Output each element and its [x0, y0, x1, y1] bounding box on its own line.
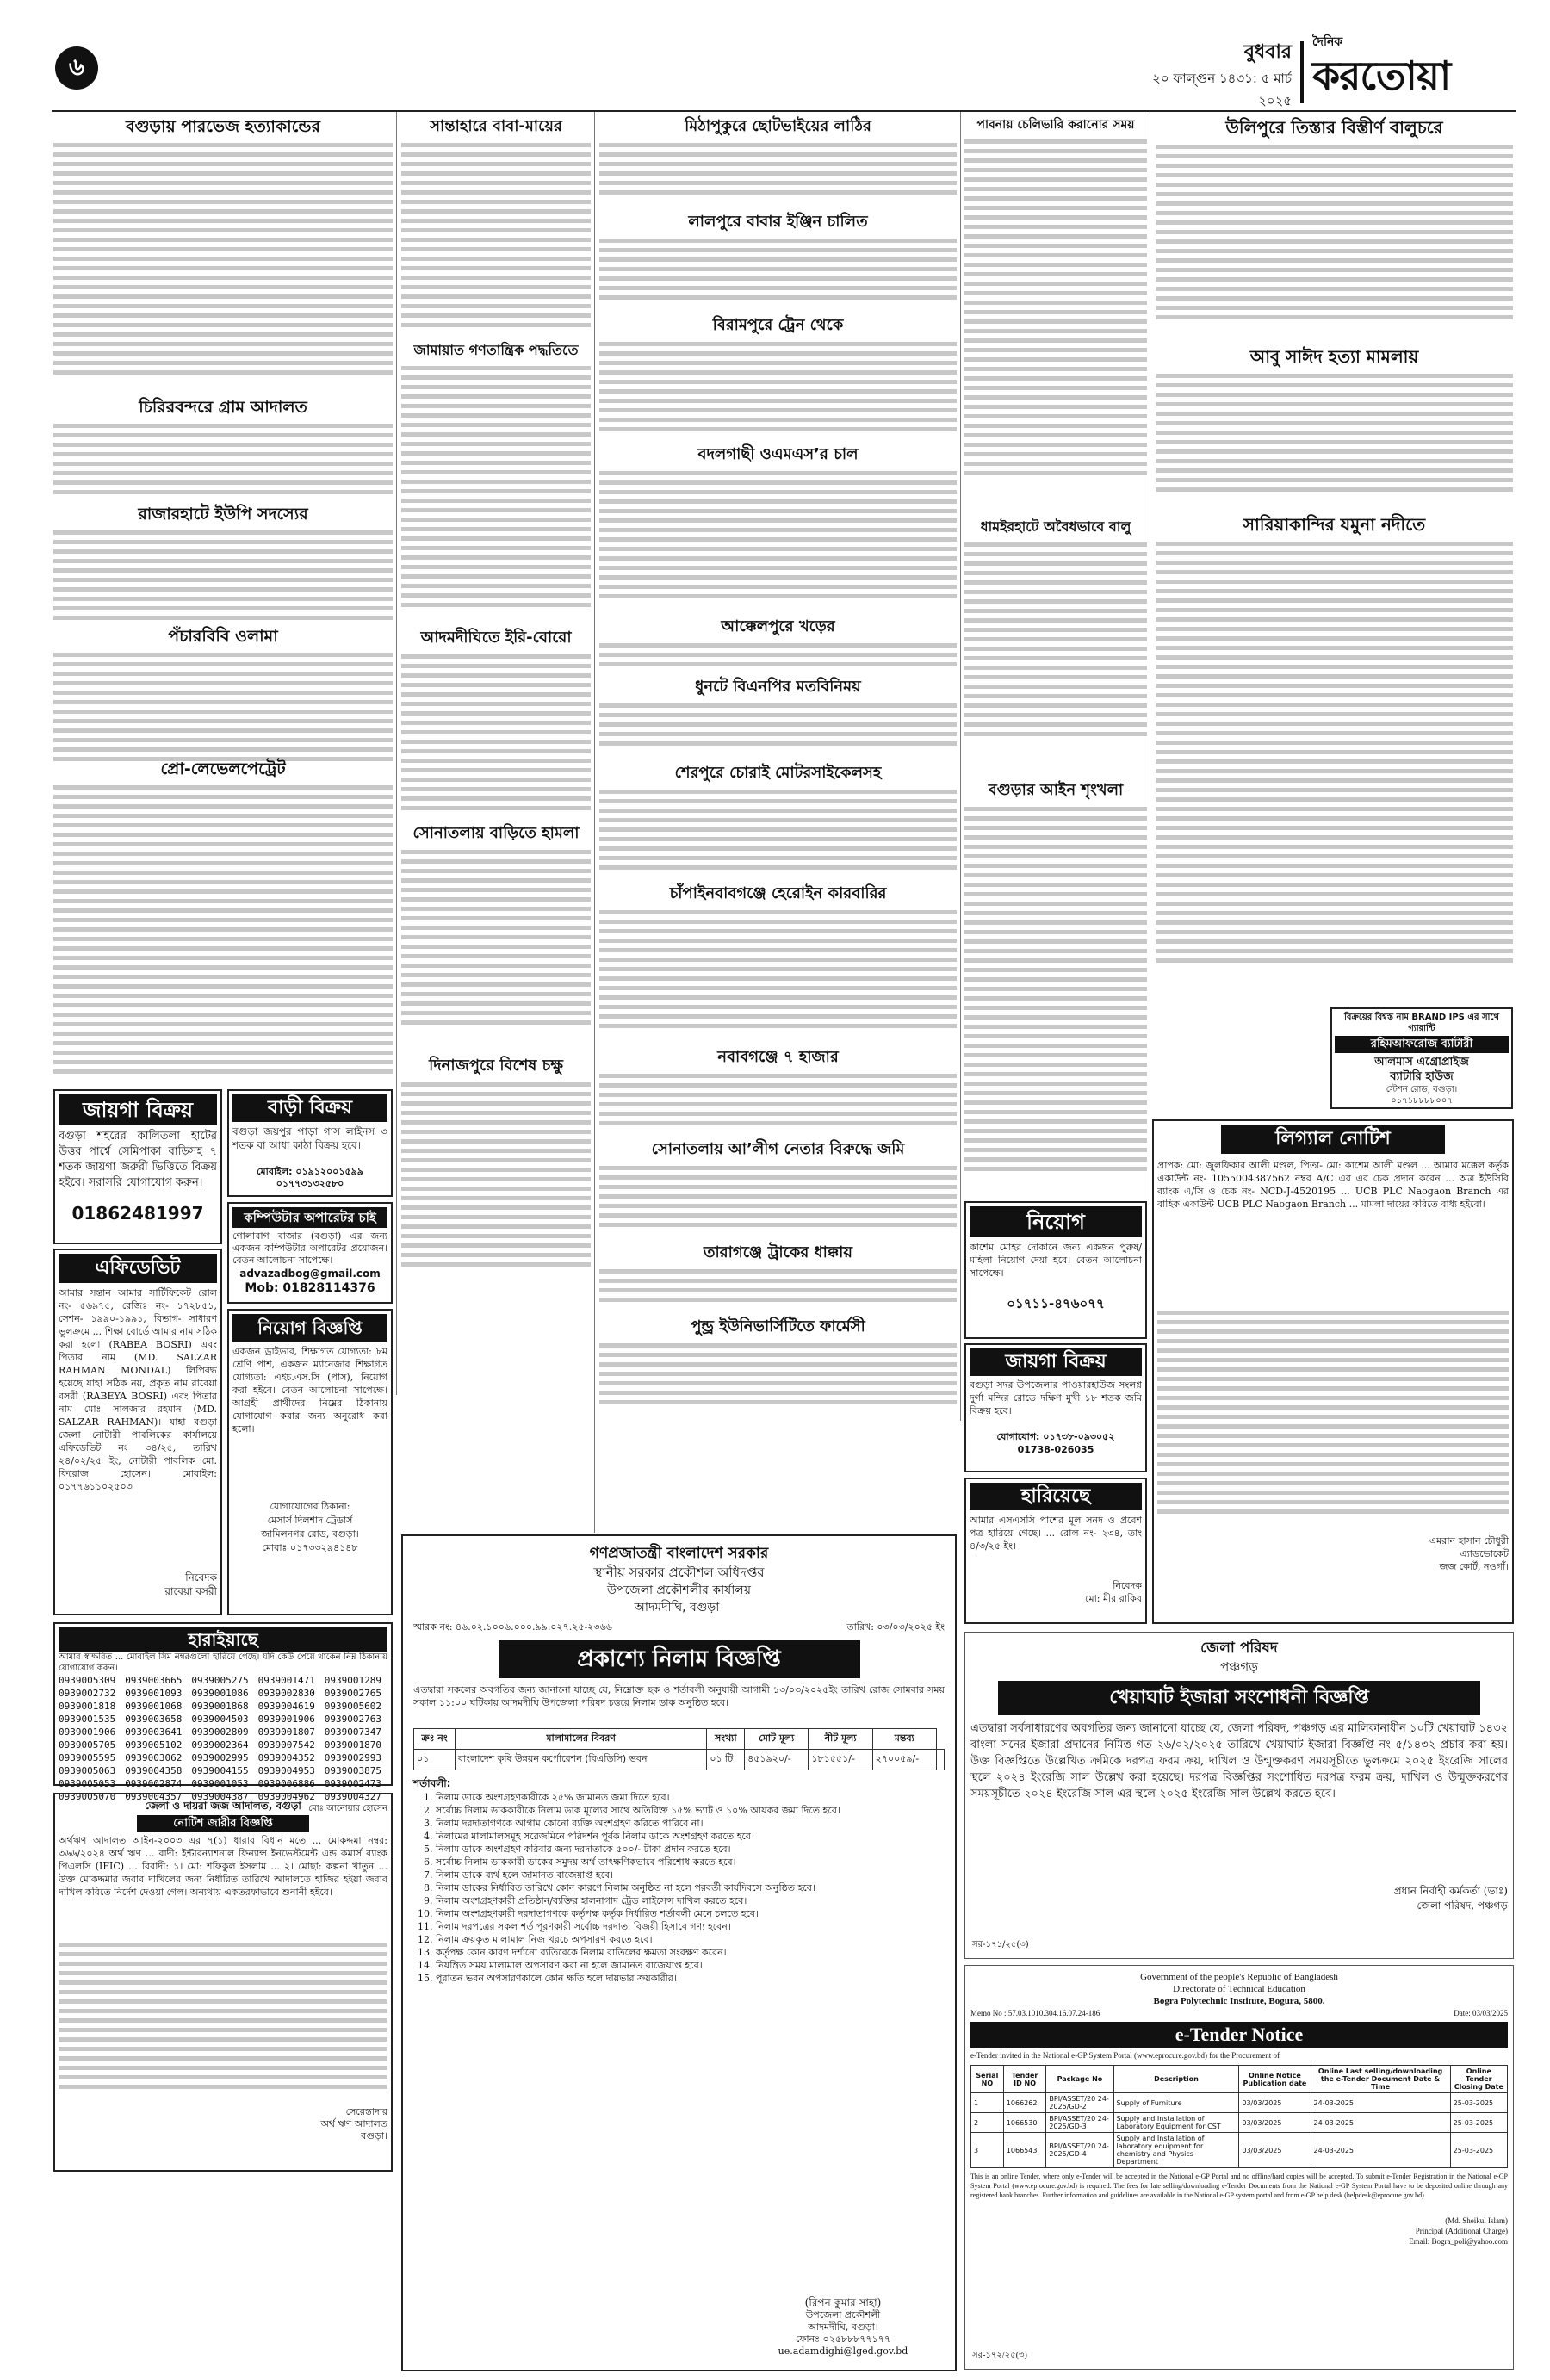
zila-parishad-notice	[964, 1632, 1514, 1959]
table-row	[971, 2093, 1508, 2113]
signature-title: উপজেলা প্রকৌশলী আদমদীঘি, বগুড়া। ফোনঃ ০২৫৮৮৮৭৭১৭৭ ue.adamdighi@lged.gov.bd	[778, 2309, 908, 2357]
article-nawabganj	[599, 1046, 957, 1143]
table-row	[971, 2113, 1508, 2133]
lost-number: 0939005275	[191, 1675, 249, 1686]
ad-title: হারাইয়াছে	[59, 1627, 388, 1652]
article-badalgachhi	[599, 443, 957, 617]
article-pabna	[964, 115, 1147, 518]
headline: পুন্ড্র ইউনিভার্সিটিতে ফার্মেসী	[691, 1317, 865, 1336]
notice-title: নোটিশ জারীর বিজ্ঞপ্তি	[137, 1815, 309, 1832]
table-header-cell: নীট মূল্য	[809, 1729, 872, 1750]
lost-number: 0939005602	[324, 1701, 382, 1712]
notice-intro: e-Tender invited in the National e-GP System Portal (www.eprocure.gov.bd) for the Procurement of	[970, 2051, 1280, 2060]
ad-phone: ০১৭১১-৪৭৬০৭৭	[1007, 1296, 1105, 1311]
lost-number: 0939003665	[125, 1675, 183, 1686]
header-3: Bogra Polytechnic Institute, Bogura, 5800.	[1153, 1996, 1325, 2006]
term-item: 10. নিলাম অংশগ্রহণকারী দরদাতাগণকে কর্তৃপক্ষ কর্তৃক নির্ধারিত শর্তাবলী মেনে চলতে হবে।	[436, 1907, 945, 1920]
ad-mobile: Mob: 01828114376	[245, 1281, 375, 1295]
headline: তারাগঞ্জে ট্রাকের ধাক্কায়	[704, 1243, 852, 1261]
lost-number: 0939001868	[191, 1701, 249, 1712]
memo-date: Date: 03/03/2025	[1454, 2009, 1508, 2017]
table-cell: 1	[971, 2093, 1004, 2113]
notice-intro: এতদ্বারা সকলের অবগতির জন্য জানানো যাচ্ছে যে, নিম্নোক্ত ছক ও শর্তাবলী অনুযায়ী আগামী ১৩/০৩/২০২৫ইং তারিখ রোজ সোমবার সময় সকাল ১১:০০ ঘটিকায় আদমদীঘি উপজেলা পরিষদ চত্তরে নিলাম ডাক অনুষ্ঠিত হবে।	[413, 1684, 945, 1708]
headline: বিরামপুরে ট্রেন থেকে	[712, 316, 844, 334]
notice-ref: সর-১৭২/২৫(৩)	[972, 2351, 1027, 2360]
headline: প্রো-লেভেলপেট্রেট	[160, 759, 286, 778]
table-cell: Supply and Installation of Laboratory Equipment for CST	[1113, 2113, 1239, 2133]
lost-number: 0939007542	[257, 1739, 315, 1751]
lost-number: 0939002765	[324, 1688, 382, 1699]
ad-title: রহিমআফরোজ ব্যাটারী	[1335, 1036, 1509, 1053]
notice-title: লিগ্যাল নোটিশ	[1221, 1125, 1445, 1154]
notice-body: অর্থঋণ আদালত আইন-২০০৩ এর ৭(১) ধারার বিধান মতে ... মোকদ্দমা নম্বর: ৩৬৬/২০২৪ অর্থ ঋণ ... বাদী: ইন্টারন্যাশনাল ফিন্যান্স ইনভেস্টমেন্ট এন্ড কমার্স ব্যাংক পিএলসি (IFIC) ... বিবাদী: ১। মো: শফিকুল ইসলাম ... ২। মোছা: কল্পনা খাতুন ... উক্ত মোকদ্দমার জবাব দাখিলের জন্য নির্ধারিত তারিখে আদালতে হাজির হইয়া জবাব দাখিল করিতে নির্দেশ দেওয়া গেল। অন্যথায় একতরফাভাবে শুনানী হইবে।	[59, 1835, 388, 1898]
ad-land-sale	[53, 1089, 222, 1244]
ad-body: গোলাবাগ বাজার (বগুড়া) এর জন্য একজন কম্পিউটার অপারেটর প্রয়োজন। বেতন আলোচনা সাপেক্ষে।	[232, 1230, 388, 1266]
table-cell: 1066530	[1003, 2113, 1046, 2133]
table-header-cell: Tender ID NO	[1003, 2066, 1046, 2093]
lost-number: 0939001086	[191, 1688, 249, 1699]
lost-number: 0939001818	[59, 1701, 116, 1712]
table-cell: বাংলাদেশ কৃষি উন্নয়ন কর্পোরেশন (বিএডিসি) ভবন	[456, 1750, 707, 1770]
ad-body: আমার স্বাক্ষরিত ... মোবাইল সিম নম্বরগুলো হারিয়ে গেছে। যদি কেউ পেয়ে থাকেন নিম্ন ঠিকানায় যোগাযোগ করুন।	[59, 1652, 388, 1673]
ad-title: জায়গা বিক্রয়	[970, 1348, 1142, 1376]
masthead-date-block	[1145, 38, 1292, 107]
table-cell: ০১ টি	[707, 1750, 745, 1770]
article-sariakandi	[1156, 512, 1513, 1024]
article-lalpur	[599, 211, 957, 316]
headline: জামায়াত গণতান্ত্রিক পদ্ধতিতে	[413, 342, 579, 358]
notice-title: প্রকাশ্যে নিলাম বিজ্ঞপ্তি	[499, 1640, 860, 1678]
terms-title: শর্তাবলী:	[413, 1777, 451, 1789]
headline: বদলগাছী ওএমএস’র চাল	[698, 445, 859, 463]
table-cell: Supply and Installation of laboratory equipment for chemistry and Physics Department	[1113, 2133, 1239, 2168]
table-header-cell: Online Tender Closing Date	[1450, 2066, 1507, 2093]
table-cell: 25-03-2025	[1450, 2133, 1507, 2168]
lost-number: 0939002993	[324, 1752, 382, 1763]
table-cell: 25-03-2025	[1450, 2093, 1507, 2113]
term-item: 2. সর্বোচ্চ নিলাম ডাককারীকে নিলাম ডাক মূল্যের সাথে অতিরিক্ত ১৫% ভ্যাট ও ১০% আয়কর জমা দিতে হবে।	[436, 1804, 945, 1817]
ad-title: নিয়োগ বিজ্ঞপ্তি	[232, 1314, 388, 1342]
logo-title: করতোয়া	[1312, 53, 1451, 99]
table-cell: 24-03-2025	[1311, 2133, 1450, 2168]
article-dhamoirhat	[964, 517, 1147, 766]
notice-header-2: স্থানীয় সরকার প্রকৌশল অধিদপ্তর	[593, 1565, 765, 1580]
headline: পঁচারবিবি ওলামা	[168, 627, 278, 646]
lost-number: 0939004155	[191, 1765, 249, 1776]
ad-body: একজন ড্রাইভার, শিক্ষাগত যোগ্যতা: ৮ম শ্রেণি পাশ, একজন ম্যানেজার শিক্ষাগত যোগ্যতা: এইচ.এস.সি (পাস), নিয়োগ করা হইবে। বেতন আলোচনা সাপেক্ষে। আগ্রহী প্রার্থীদের নিম্নের ঠিকানায় যোগাযোগ করার জন্য অনুরোধ করা হলো।	[232, 1346, 388, 1435]
lost-number: 0939001870	[324, 1739, 382, 1751]
notice-body: এতদ্বারা সর্বসাধারণের অবগতির জন্য জানানো যাচ্ছে যে, জেলা পরিষদ, পঞ্চগড় এর মালিকানাধীন ১০টি খেয়াঘাট ১৪৩২ বাংলা সনের ইজারা প্রদানের নিমিত্ত গত ২৬/০২/২০২৫ তারিখে খেয়াঘাট ইজারা বিজ্ঞপ্তি নং ৫/১৪৩২ প্রচার করা হয়। উক্ত বিজ্ঞপ্তিতে উল্লেখিত ক্রমিকে দরপত্র ফরম ক্রয়, দাখিল ও উন্মুক্তকরণ সময়সূচীতে ভুলক্রমে ২০২৫ ইংরেজি সালের স্থলে ২০২৪ ইংরেজি সাল উল্লেখ করা হয়েছে। দরপত্র বিজ্ঞপ্তির সংশোধিত দরপত্র ফরম ক্রয়, দাখিল ও উন্মুক্তকরণের সময়সূচীতে ২০২৪ ইংরেজি সাল এর স্থলে ২০২৫ ইংরেজি সাল উল্লেখ করতে হবে।	[970, 1722, 1508, 1800]
ad-title: হারিয়েছে	[970, 1483, 1142, 1510]
memo-number: Memo No : 57.03.1010.304.16.07.24-186	[970, 2009, 1100, 2017]
table-cell: 24-03-2025	[1311, 2113, 1450, 2133]
article-jamaat	[401, 340, 591, 641]
table-cell: 03/03/2025	[1239, 2133, 1311, 2168]
ad-signature: নিবেদক রাবেয়া বসরী	[164, 1571, 217, 1597]
ad-battery	[1330, 1007, 1513, 1109]
tender-table	[970, 2065, 1508, 2168]
table-cell: ০১	[414, 1750, 456, 1770]
lost-number: 0939005070	[59, 1791, 116, 1802]
legal-notice	[1152, 1119, 1514, 1624]
ad-body: বগুড়া সদর উপজেলার পাওয়ারহাউজ সংলগ্ন দুর্গা মন্দির রোডে দক্ষিণ মুখী ১৮ শতক জমি বিক্রয় হবে।	[970, 1379, 1142, 1416]
lost-number: 0939004327	[324, 1791, 382, 1802]
ad-title: কম্পিউটার অপারেটর চাই	[232, 1207, 388, 1228]
ad-title: জায়গা বিক্রয়	[59, 1094, 217, 1125]
term-item: 8. নিলাম ডাকের নির্ধারিত তারিখে কোন কারণে নিলাম অনুষ্ঠিত না হলে পরবর্তী কার্যদিবসে অনুষ্ঠিত হবে।	[436, 1881, 945, 1894]
term-item: 3. নিলাম দরদাতাগণকে আগাম কোনো ব্যক্তি অংশগ্রহণ করিতে পারিবে না।	[436, 1817, 945, 1830]
lost-number: 0939002809	[191, 1726, 249, 1738]
table-header-cell: মোট মূল্য	[745, 1729, 809, 1750]
ad-signature: মোঃ আনোয়ার হোসেন	[308, 1804, 388, 1813]
column-rule	[960, 112, 961, 1421]
article-chiribandar	[53, 396, 393, 510]
header-2: Directorate of Technical Education	[1173, 1984, 1305, 1994]
article-chapai-heroin	[599, 883, 957, 1048]
headline: লালপুরে বাবার ইঞ্জিন চালিত	[688, 213, 868, 231]
headline: শেরপুরে চোরাই মোটরসাইকেলসহ	[674, 764, 882, 782]
headline: রাজারহাটে ইউপি সদস্যের	[138, 505, 308, 524]
notice-header-4: আদমদীঘি, বগুড়া।	[634, 1601, 724, 1615]
lost-number: 0939002763	[324, 1714, 382, 1725]
lost-number: 0939002732	[59, 1688, 116, 1699]
table-cell: Supply of Furniture	[1113, 2093, 1239, 2113]
lost-number: 0939004503	[191, 1714, 249, 1725]
headline: বগুড়ায় পারভেজ হত্যাকান্ডের	[126, 117, 320, 136]
e-tender-notice	[964, 1965, 1514, 2370]
term-item: 7. নিলাম ডাকে ব্যর্থ হলে জামানত বাজেয়াপ্ত হবে।	[436, 1869, 945, 1881]
lost-number: 0939001535	[59, 1714, 116, 1725]
lost-number: 0939005102	[125, 1739, 183, 1751]
column-rule	[594, 112, 595, 1533]
notice-header-1: জেলা পরিষদ	[1200, 1639, 1278, 1657]
article-dinajpur-eye	[401, 1055, 591, 1298]
article-sherpur	[599, 762, 957, 884]
table-header-cell: Online Last selling/downloading the e-Tender Document Date & Time	[1311, 2066, 1450, 2093]
terms-list	[413, 1791, 945, 1985]
lost-number: 0939005595	[59, 1752, 116, 1763]
logo-prefix: দৈনিক	[1312, 35, 1343, 49]
article-mithapukur	[599, 115, 957, 212]
table-cell: 24-03-2025	[1311, 2093, 1450, 2113]
article-sonatola-attack	[401, 822, 591, 1057]
newspaper-logo	[1312, 34, 1510, 107]
table-header-cell: সংখ্যা	[707, 1729, 745, 1750]
table-cell: BPI/ASSET/20 24-2025/GD-2	[1046, 2093, 1113, 2113]
headline: আদমদীঘিতে ইরি-বোরো	[420, 629, 572, 647]
signature-name: (রিপন কুমার সাহা)	[804, 2296, 882, 2309]
table-row	[971, 2133, 1508, 2168]
date-label: ২০ ফাল্গুন ১৪৩১: ৫ মার্চ ২০২৫	[1152, 71, 1292, 108]
notice-header-1: গণপ্রজাতন্ত্রী বাংলাদেশ সরকার	[589, 1545, 769, 1562]
ad-contact: যোগাযোগের ঠিকানা: মেসার্স দিলশাদ ট্রেডার্স জামিলনগর রোড, বগুড়া। মোবাঃ ০১৭৩৩২৯৪১৪৮	[261, 1501, 359, 1553]
notice-signature: সেরেস্তাদার অর্থ ঋণ আদালত বগুড়া।	[320, 2106, 388, 2141]
lost-number: 0939004962	[257, 1791, 315, 1802]
headline: বগুড়ার আইন শৃংখলা	[988, 781, 1124, 799]
notice-signature: প্রধান নির্বাহী কর্মকর্তা (ভাঃ) জেলা পরিষদ, পঞ্চগড়	[1393, 1885, 1508, 1912]
notice-signature: এমরান হাসান চৌধুরী এ্যাডভোকেট জজ কোর্ট, নওগাঁ।	[1429, 1535, 1509, 1572]
page-number: ৬	[68, 52, 85, 81]
term-item: 1. নিলাম ডাকে অংশগ্রহণকারীকে ২৫% জামানত জমা দিতে হবে।	[436, 1791, 945, 1804]
ad-body: বগুড়া শহরের কালিতলা হাটের উত্তর পার্শ্বে সেমিপাকা বাড়িসহ ৭ শতক জায়গা জরুরী ভিত্তিতে বিক্রয় হইবে। সরাসরি যোগাযোগ করুন।	[59, 1130, 217, 1189]
term-item: 6. সর্বোচ্চ নিলাম ডাককারী ডাকের সমুদয় অর্থ তাৎক্ষণিকভাবে পরিশোধ করতে হবে।	[436, 1856, 945, 1869]
table-header-cell: মন্তব্য	[872, 1729, 936, 1750]
auction-table	[413, 1728, 945, 1770]
headline: চিরিরবন্দরে গ্রাম আদালত	[139, 398, 307, 417]
article-pro-level	[53, 758, 393, 1113]
article-abu-sayeed	[1156, 344, 1513, 511]
ad-phone-2: ০১৭৭৩১৩২৫৮০	[276, 1178, 344, 1189]
notice-signature: (Md. Sheikul Islam) Principal (Additional Charge) Email: Bogra_poli@yahoo.com	[1409, 2216, 1508, 2246]
article-taraganj	[599, 1242, 957, 1317]
table-cell: 3	[971, 2133, 1004, 2168]
table-header-cell: মালামালের বিবরণ	[456, 1729, 707, 1750]
lost-number: 0939002995	[191, 1752, 249, 1763]
term-item: 4. নিলামের মালামালসমূহ সরেজমিনে পরিদর্শন পূর্বক নিলাম ডাকে অংশগ্রহণ করতে হবে।	[436, 1830, 945, 1843]
article-birampur	[599, 314, 957, 445]
lost-number: 0939004358	[125, 1765, 183, 1776]
headline: সোনাতলায় বাড়িতে হামলা	[412, 824, 580, 842]
lost-number: 0939002874	[125, 1778, 183, 1789]
article-bogura-law	[964, 779, 1147, 1220]
lost-number: 0939004953	[257, 1765, 315, 1776]
ad-computer-operator	[227, 1202, 393, 1304]
ad-shop: আলমাস এগ্রোপ্রাইজ ব্যাটারি হাউজ	[1374, 1056, 1469, 1083]
ad-header: বিক্রয়ের বিশ্বস্ত নাম BRAND IPS এর সাথে গ্যারান্টি	[1344, 1013, 1499, 1033]
article-santahar	[401, 115, 591, 350]
table-cell: BPI/ASSET/20 24-2025/GD-4	[1046, 2133, 1113, 2168]
day-label: বুধবার	[1243, 41, 1292, 63]
ad-body: কাশেম মোহর দোকানে জন্য একজন পুরুষ/মহিলা নিয়োগ দেয়া হবে। বেতন আলোচনা সাপেক্ষে।	[970, 1242, 1142, 1279]
notice-header-2: পঞ্চগড়	[1220, 1659, 1258, 1675]
lost-number: 0939004357	[125, 1791, 183, 1802]
notice-title: খেয়াঘাট ইজারা সংশোধনী বিজ্ঞপ্তি	[998, 1681, 1480, 1715]
headline: চাঁপাইনবাবগঞ্জে হেরোইন কারবারির	[669, 884, 887, 902]
lost-number: 0939001906	[257, 1714, 315, 1725]
table-cell: ২৭০০৫৯/-	[872, 1750, 936, 1770]
ad-job-notice	[227, 1309, 393, 1615]
lost-number: 0939003062	[125, 1752, 183, 1763]
headline: উলিপুরে তিস্তার বিস্তীর্ণ বালুচরে	[1225, 117, 1443, 138]
lost-number: 0939002473	[324, 1778, 382, 1789]
table-cell: 2	[971, 2113, 1004, 2133]
lost-number: 0939004387	[191, 1791, 249, 1802]
header-1: Government of the people's Republic of Bangladesh	[1140, 1972, 1338, 1982]
notice-ref: সর-১৭১/২৫(৩)	[972, 1940, 1029, 1949]
ad-signature: নিবেদক মো: মীর রাকিব	[1085, 1580, 1142, 1604]
headline: ধামইরহাটে অবৈধভাবে বালু	[980, 518, 1132, 535]
table-cell: 1066262	[1003, 2093, 1046, 2113]
lost-number: 0939001807	[257, 1726, 315, 1738]
headline: আক্কেলপুরে খড়ের	[721, 617, 835, 635]
ad-title: এফিডেভিট	[59, 1254, 217, 1283]
lost-number: 0939003658	[125, 1714, 183, 1725]
article-sonatola-land	[599, 1138, 957, 1243]
ad-phone: মোবাইল: ০১৯১২০০১৫৯৯	[257, 1166, 363, 1177]
ad-phone: যোগাযোগ: ০১৭৩৮-০৯৩০৫২ 01738-026035	[996, 1431, 1115, 1455]
memo-date: তারিখ: ০৩/০৩/২০২৫ ইং	[846, 1621, 945, 1633]
lost-number: 0939003641	[125, 1726, 183, 1738]
headline: সারিয়াকান্দির যমুনা নদীতে	[1243, 514, 1426, 535]
article-dhunat-bnp	[599, 676, 957, 764]
lost-number: 0939001906	[59, 1726, 116, 1738]
lost-number: 0939002830	[257, 1688, 315, 1699]
lost-number: 0939001093	[125, 1688, 183, 1699]
table-cell: 03/03/2025	[1239, 2093, 1311, 2113]
govt-auction-notice	[401, 1534, 957, 2371]
ad-body: আমার সন্তান আমার সার্টিফিকেট রোল নং- ৫৬৯৭৫, রেজিঃ নং- ১৭২৮৫১, সেশন- ১৯৯০-১৯৯১, বিভাগ- সাধারণ ভুলক্রমে ... শিক্ষা বোর্ডে আমার নাম সঠিক করা হলো (RABEA BOSRI) এবং পিতার নাম (MD. SALZAR RAHMAN MONDAL) লিপিবদ্ধ হয়েছে যাহা সঠিক নয়, প্রকৃত নাম রাবেয়া বসরী (RABEYA BOSRI) এবং পিতার নাম মোঃ সালজার রহমান (MD. SALZAR RAHMAN)। যাহা বগুড়া জেলা নোটারী পাবলিকের কার্যালয়ে এফিডেভিট নং ৩৪/২৫, তারিখ ২৪/০২/২৫ ইং, নোটারী পাবলিক মো. ফিরোজ হোসেন। মোবাইল: ০১৭৭৬১১০২৫০৩	[59, 1287, 217, 1492]
term-item: 12. নিলাম ক্রয়কৃত মালামাল নিজ খরচে অপসারণ করতে হবে।	[436, 1933, 945, 1946]
headline: মিঠাপুকুরে ছোটভাইয়ের লাঠির	[685, 117, 871, 135]
notice-body: প্রাপক: মো: জুলফিকার আলী মণ্ডল, পিতা- মো: কাশেম আলী মণ্ডল ... আমার মক্কেল কর্তৃক একাউন্ট নং- 1055004387562 নম্বর A/C এর এর চেক প্রদান করেন ... অত্র ইউসিবি ব্যাংক এ/সি ও চেক নং- NCD-J-4520195 ... UCB PLC Naogaon Branch এর বাহিক একাউন্ট UCB PLC Naogaon Branch ... মামলা দায়ের করিতে বাধ্য হইবো।	[1157, 1160, 1509, 1210]
term-item: 9. নিলাম অংশগ্রহণকারী প্রতিষ্ঠান/ব্যক্তির হালনাগাদ ট্রেড লাইসেন্স দাখিল করতে হবে।	[436, 1894, 945, 1907]
table-cell: 25-03-2025	[1450, 2113, 1507, 2133]
lost-number: 0939001053	[191, 1778, 249, 1789]
lost-number: 0939005309	[59, 1675, 116, 1686]
headline: নবাবগঞ্জে ৭ হাজার	[717, 1048, 839, 1066]
notice-title: e-Tender Notice	[970, 2022, 1508, 2048]
ad-title: নিয়োগ	[970, 1206, 1142, 1237]
memo-number: স্মারক নং: ৪৬.০২.১০০৬.০০০.৯৯.০২৭.২৫-২৩৬৬	[413, 1621, 612, 1633]
article-pundra	[599, 1316, 957, 1421]
term-item: 11. নিলাম দরপত্রের সকল শর্ত পূরণকারী সর্বোচ্চ দরদাতা বিজয়ী হিসাবে গণ্য হবেন।	[436, 1920, 945, 1933]
lost-number: 0939003875	[324, 1765, 382, 1776]
lost-number: 0939004352	[257, 1752, 315, 1763]
ad-house-sale	[227, 1089, 393, 1197]
lost-number: 0939001471	[257, 1675, 315, 1686]
lost-number: 0939005705	[59, 1739, 116, 1751]
term-item: 15. পূরাতন ভবন অপসারণকালে কোন ক্ষতি হলে দায়ভার ক্রয়কারীর।	[436, 1972, 945, 1985]
article-akkelpur	[599, 616, 957, 678]
headline: সোনাতলায় আ’লীগ নেতার বিরুদ্ধে জমি	[651, 1140, 905, 1158]
article-adamdighi-boro	[401, 627, 591, 835]
ad-email: advazadbog@gmail.com	[239, 1267, 381, 1280]
ad-affidavit	[53, 1249, 222, 1615]
table-header-cell: Online Notice Publication date	[1239, 2066, 1311, 2093]
headline: সান্তাহারে বাবা-মায়ের	[430, 117, 562, 135]
lost-number: 0939001289	[324, 1675, 382, 1686]
table-cell: ৪৫১৯২০/-	[745, 1750, 809, 1770]
court-notice	[53, 1793, 393, 2172]
table-cell: 03/03/2025	[1239, 2113, 1311, 2133]
notice-header-3: উপজেলা প্রকৌশলীর কার্যালয়	[607, 1584, 751, 1597]
table-header-cell: Package No	[1046, 2066, 1113, 2093]
column-rule	[396, 112, 397, 1395]
notice-header: জেলা ও দায়রা জজ আদালত, বগুড়া	[145, 1800, 301, 1812]
lost-number: 0939002364	[191, 1739, 249, 1751]
headline: আবু সাঈদ হত্যা মামলায়	[1249, 346, 1419, 367]
table-header-cell: ক্রঃ নং	[414, 1729, 456, 1750]
lost-number-grid	[59, 1674, 388, 1803]
notice-footer: This is an online Tender, where only e-Tender will be accepted in the National e-GP Portal and no offline/hard copies will be accepted. To submit e-Tender Registration in the National e-GP System Portal (www.eprocure.gov.bd) is required. The fees for late selling/downloading e-Tender Documents from the National e-GP System Portal have to be deposited online through any registered bank branches. Further information and guidelines are available in the National e-GP system portal and from e-GP help desk (helpdesk@eprocure.gov.bd)	[970, 2172, 1508, 2199]
table-header-cell: Description	[1113, 2066, 1239, 2093]
article-ulipur	[1156, 115, 1513, 343]
lost-number: 0939005063	[59, 1765, 116, 1776]
headline: পাবনায় চেলিভারি করানোর সময়	[976, 118, 1135, 132]
table-cell: 1066543	[1003, 2133, 1046, 2168]
term-item: 14. নিয়ন্ত্রিত সময় মালামাল অপসারণ করা না হলে জামানত বাজেয়াপ্ত হবে।	[436, 1959, 945, 1972]
lost-number: 0939007347	[324, 1726, 382, 1738]
ad-address: স্টেশন রোড, বগুড়া। ০১৭১৮৮৮৮০০৭	[1386, 1085, 1458, 1106]
table-cell: BPI/ASSET/20 24-2025/GD-3	[1046, 2113, 1113, 2133]
table-header-cell: Serial NO	[971, 2066, 1004, 2093]
page-number-badge	[55, 46, 98, 90]
ad-niyog	[964, 1201, 1147, 1339]
lost-number: 0939004619	[257, 1701, 315, 1712]
lost-number: 0939005053	[59, 1778, 116, 1789]
term-item: 5. নিলাম ডাকে অংশগ্রহণ করিবার জন্য দরদাতাকে ৫০০/- টাকা প্রদান করতে হবে।	[436, 1843, 945, 1856]
ad-lost-certificate	[964, 1478, 1147, 1624]
ad-body: বগুড়া জয়পুর পাড়া গাস লাইনস ৩ শতক বা আধা কাঠা বিক্রয় হবে।	[232, 1125, 388, 1151]
lost-number: 0939006886	[257, 1778, 315, 1789]
article-rajarhat	[53, 503, 393, 634]
article-parvez	[53, 115, 393, 401]
ad-land-sale-2	[964, 1343, 1147, 1472]
headline: দিনাজপুরে বিশেষ চক্ষু	[429, 1057, 563, 1075]
masthead-divider	[1300, 41, 1304, 103]
table-cell: ১৮১৫৫১/-	[809, 1750, 872, 1770]
masthead-rule	[52, 110, 1516, 112]
headline: ধুনটে বিএনপির মতবিনিময়	[695, 678, 861, 696]
term-item: 13. কর্তৃপক্ষ কোন কারণ দর্শানো ব্যতিরেকে নিলাম বাতিলের ক্ষমতা সংরক্ষণ করেন।	[436, 1946, 945, 1959]
ad-title: বাড়ী বিক্রয়	[232, 1094, 388, 1122]
ad-body: আমার এসএসসি পাশের মূল সনদ ও প্রবেশ পত্র হারিয়ে গেছে। ... রোল নং- ২৩৪, তাং ৪/৩/২৫ ইং।	[970, 1515, 1142, 1552]
lost-number: 0939001068	[125, 1701, 183, 1712]
ad-phone: 01862481997	[71, 1203, 204, 1224]
